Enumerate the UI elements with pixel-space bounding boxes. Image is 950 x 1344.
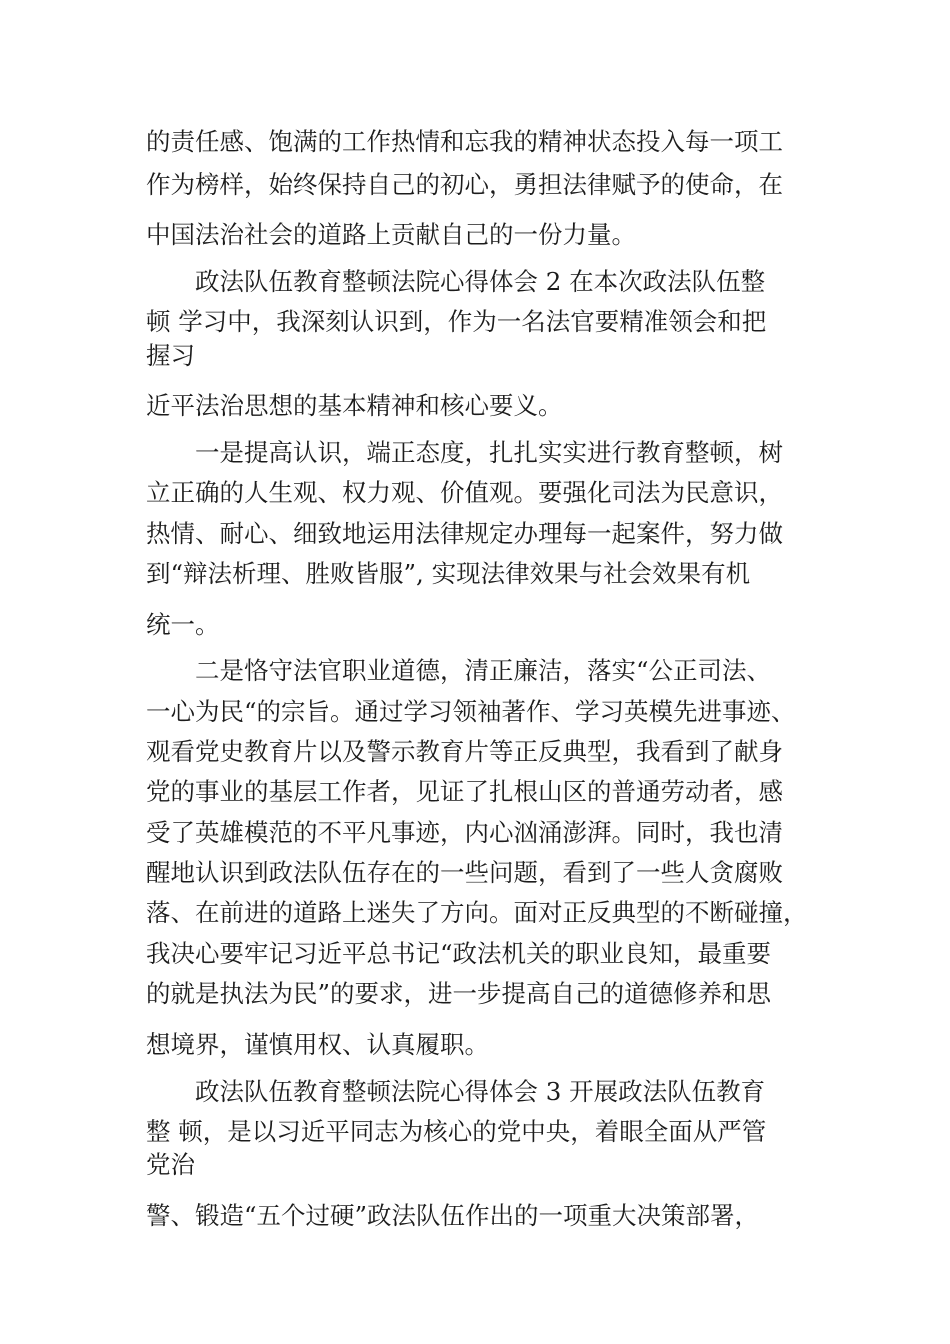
text-line: 一是提高认识，端正态度，扎扎实实进行教育整顿，树 bbox=[195, 438, 783, 467]
paragraph-heading-line: 政法队伍教育整顿法院心得体会 3 开展政法队伍教育 bbox=[195, 1077, 766, 1106]
text-line: 顿 学习中，我深刻认识到，作为一名法官要精准领会和把 bbox=[146, 307, 767, 336]
text-line: 观看党史教育片以及警示教育片等正反典型，我看到了献身 bbox=[146, 737, 783, 766]
text-line: 受了英雄模范的不平凡事迹，内心汹涌澎湃。同时，我也清 bbox=[146, 818, 783, 847]
text-line: 近平法治思想的基本精神和核心要义。 bbox=[146, 391, 563, 420]
text-line: 醒地认识到政法队伍存在的一些问题，看到了一些人贪腐败 bbox=[146, 858, 783, 887]
text-line: 党的事业的基层工作者，见证了扎根山区的普通劳动者，感 bbox=[146, 777, 783, 806]
text-line: 党治 bbox=[146, 1150, 195, 1179]
text-line: 我决心要牢记习近平总书记“政法机关的职业良知，最重要 bbox=[146, 939, 772, 968]
text-line: 整 顿，是以习近平同志为核心的党中央，着眼全面从严管 bbox=[146, 1117, 767, 1146]
text-line: 的就是执法为民”的要求，进一步提高自己的道德修养和思 bbox=[146, 979, 772, 1008]
text-line: 的责任感、饱满的工作热情和忘我的精神状态投入每一项工 bbox=[146, 127, 783, 156]
text-line: 想境界，谨慎用权、认真履职。 bbox=[146, 1030, 489, 1059]
text-line: 到“辩法析理、胜败皆服”, 实现法律效果与社会效果有机 bbox=[146, 559, 751, 588]
text-line: 中国法治社会的道路上贡献自己的一份力量。 bbox=[146, 220, 636, 249]
text-line: 作为榜样，始终保持自己的初心，勇担法律赋予的使命，在 bbox=[146, 170, 783, 199]
text-line: 落、在前进的道路上迷失了方向。面对正反典型的不断碰撞， bbox=[146, 898, 808, 927]
text-line: 警、锻造“五个过硬”政法队伍作出的一项重大决策部署， bbox=[146, 1201, 760, 1230]
text-line: 立正确的人生观、权力观、价值观。要强化司法为民意识， bbox=[146, 478, 783, 507]
text-line: 一心为民“的宗旨。通过学习领袖著作、学习英模先进事迹、 bbox=[146, 697, 796, 726]
paragraph-heading-line: 政法队伍教育整顿法院心得体会 2 在本次政法队伍整 bbox=[195, 267, 766, 296]
text-line: 握习 bbox=[146, 341, 195, 370]
text-line: 统一。 bbox=[146, 610, 220, 639]
text-line: 热情、耐心、细致地运用法律规定办理每一起案件，努力做 bbox=[146, 519, 783, 548]
text-line: 二是恪守法官职业道德，清正廉洁，落实“公正司法、 bbox=[195, 656, 772, 685]
